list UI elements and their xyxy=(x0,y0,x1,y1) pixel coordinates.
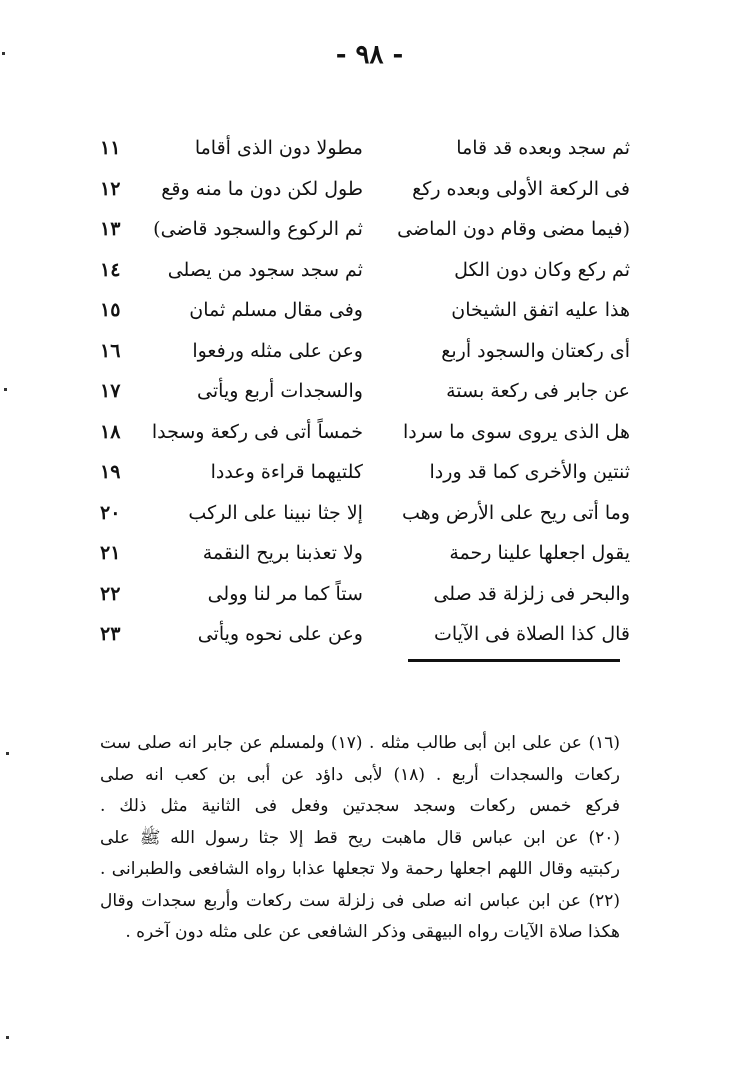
verse-number: ١٩ xyxy=(99,461,121,483)
verse-first-hemistich: والبحر فى زلزلة قد صلى xyxy=(433,582,630,605)
verse-number: ١٥ xyxy=(99,299,121,321)
verse-second-hemistich: ثم الركوع والسجود قاضى) xyxy=(153,218,363,240)
verse-row xyxy=(100,250,630,291)
verse-row xyxy=(100,533,630,574)
verse-row xyxy=(100,169,630,210)
verse-second-hemistich: خمساً أتى فى ركعة وسجدا xyxy=(151,420,363,443)
verse-second-hemistich: وعن على مثله ورفعوا xyxy=(192,339,363,362)
verse-row xyxy=(100,209,630,250)
verse-second-hemistich: وعن على نحوه ويأتى xyxy=(197,623,363,645)
verse-first-hemistich: وما أتى ريح على الأرض وهب xyxy=(401,501,630,524)
margin-speck xyxy=(4,388,7,391)
page-number: - ٩٨ - xyxy=(335,40,404,70)
verse-row xyxy=(100,614,630,655)
footnote-line: (١٦) عن على ابن أبى طالب مثله . (١٧) ولمسلم عن جابر انه صلى ست xyxy=(100,733,620,753)
verse-number: ١١ xyxy=(99,137,121,159)
verse-first-hemistich: عن جابر فى ركعة بستة xyxy=(446,380,630,402)
footnote-line: فركع خمس ركعات وسجد سجدتين وفعل فى الثانية مثل ذلك . xyxy=(100,796,620,816)
verse-first-hemistich: فى الركعة الأولى وبعده ركع xyxy=(412,177,630,200)
margin-speck xyxy=(6,1036,9,1039)
verse-row xyxy=(100,371,630,412)
footnote-line: ركعات والسجدات أربع . (١٨) لأبى داؤد عن أبى بن كعب انه صلى xyxy=(100,764,620,785)
verse-number: ١٢ xyxy=(99,177,121,200)
verse-second-hemistich: ثم سجد سجود من يصلى xyxy=(167,258,363,281)
verse-row xyxy=(100,290,630,331)
footnote-line: (٢٠) عن ابن عباس قال ماهبت ريح قط إلا جثا رسول الله ﷺ على xyxy=(100,827,620,848)
verse-first-hemistich: ثنتين والأخرى كما قد وردا xyxy=(429,461,630,483)
verse-row xyxy=(100,574,630,615)
verse-first-hemistich: قال كذا الصلاة فى الآيات xyxy=(434,623,630,645)
verse-first-hemistich: هل الذى يروى سوى ما سردا xyxy=(402,420,630,443)
verse-row xyxy=(100,331,630,372)
verse-row xyxy=(100,493,630,534)
margin-speck xyxy=(6,752,9,755)
verse-first-hemistich: (فيما مضى وقام دون الماضى xyxy=(397,218,630,240)
verse-row xyxy=(100,412,630,453)
verse-number: ١٧ xyxy=(99,380,121,402)
verse-second-hemistich: والسجدات أربع ويأتى xyxy=(197,380,363,402)
verse-number: ٢٠ xyxy=(99,501,121,524)
footnote-separator-rule xyxy=(408,659,620,662)
verse-second-hemistich: إلا جثا نبينا على الركب xyxy=(188,501,363,524)
verse-second-hemistich: وفى مقال مسلم ثمان xyxy=(189,299,363,321)
margin-speck xyxy=(2,52,5,55)
verse-first-hemistich: ثم سجد وبعده قد قاما xyxy=(456,137,630,159)
verse-number: ٢١ xyxy=(99,542,121,564)
verse-number: ١٣ xyxy=(99,218,121,240)
footnote-line: ركبتيه وقال اللهم اجعلها رحمة ولا تجعلها عذابا رواه الشافعى والطبرانى . xyxy=(100,859,620,879)
footnote-line: (٢٢) عن ابن عباس انه صلى فى زلزلة ست ركعات وأربع سجدات وقال xyxy=(100,890,620,911)
verse-number: ٢٣ xyxy=(99,623,121,645)
verse-row xyxy=(100,452,630,493)
verse-number: ١٨ xyxy=(99,420,121,443)
verse-first-hemistich: أى ركعتان والسجود أربع xyxy=(441,339,630,362)
verse-first-hemistich: يقول اجعلها علينا رحمة xyxy=(449,542,630,564)
verse-second-hemistich: كلتيهما قراءة وعددا xyxy=(210,461,363,483)
verse-second-hemistich: ستاً كما مر لنا وولى xyxy=(207,582,363,605)
verse-number: ١٦ xyxy=(99,339,121,362)
footnote-line: هكذا صلاة الآيات رواه البيهقى وذكر الشافعى عن على مثله دون آخره . xyxy=(125,922,620,942)
verse-number: ١٤ xyxy=(99,258,121,281)
verse-row xyxy=(100,128,630,169)
verse-first-hemistich: هذا عليه اتفق الشيخان xyxy=(451,299,630,321)
verse-first-hemistich: ثم ركع وكان دون الكل xyxy=(454,258,630,281)
verse-second-hemistich: طول لكن دون ما منه وقع xyxy=(161,177,363,200)
verse-number: ٢٢ xyxy=(99,582,121,605)
poem-verses xyxy=(100,128,630,655)
verse-second-hemistich: ولا تعذبنا بريح النقمة xyxy=(202,542,363,564)
footnotes xyxy=(100,728,620,949)
verse-second-hemistich: مطولا دون الذى أقاما xyxy=(194,137,363,159)
